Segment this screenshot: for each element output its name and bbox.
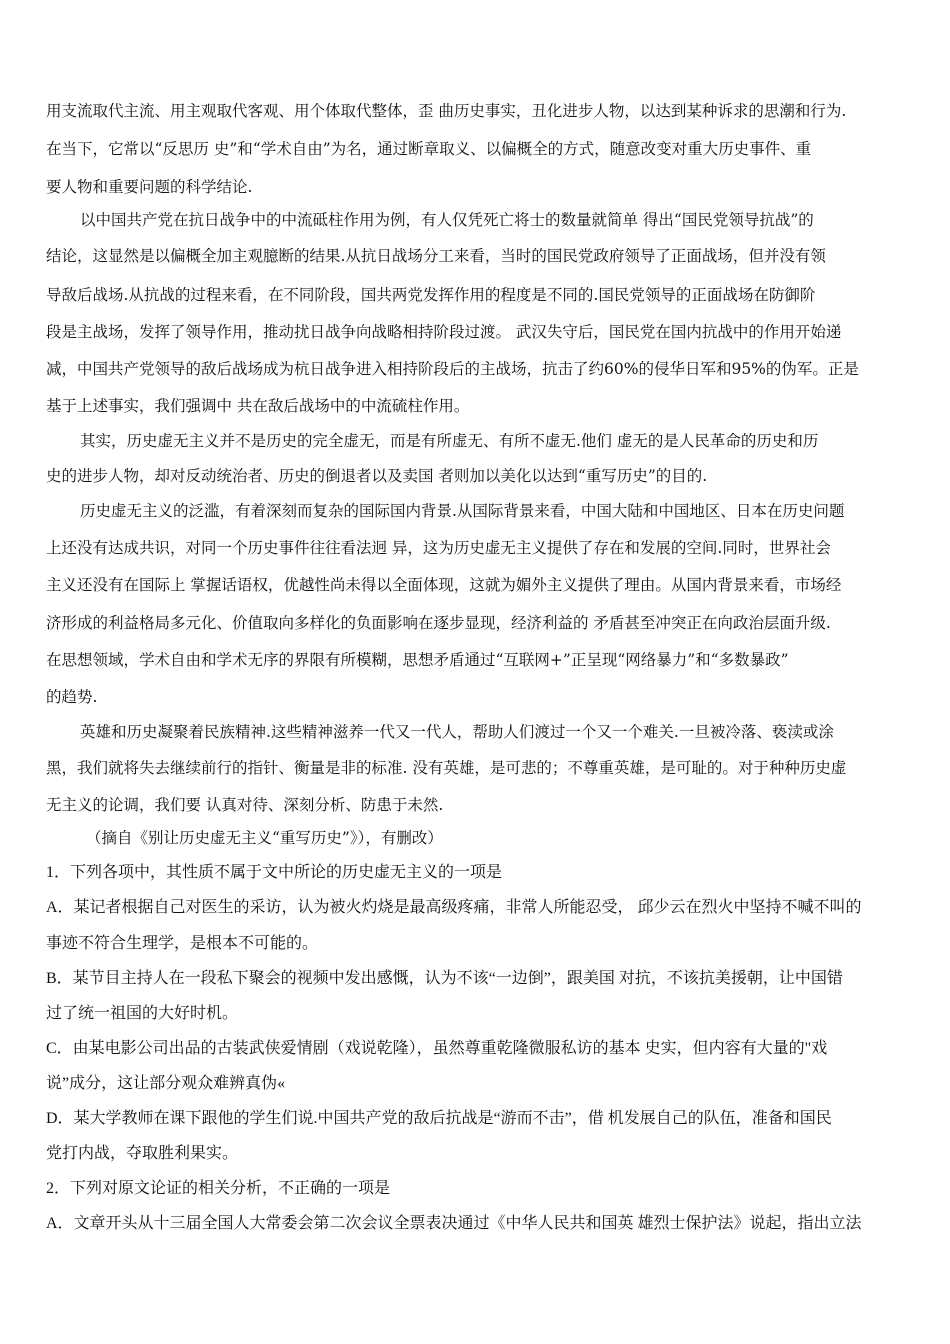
option-a-cont: 事迹不符合生理学，是根本不可能的。 <box>46 935 319 952</box>
text-line: 以中国共产党在抗日战争中的中流砥柱作用为例，有人仅凭死亡将士的数量就简单 得出“国民党领导抗战”的 <box>80 211 814 229</box>
text-line: 在思想领域，学术自由和学术无序的界限有所模糊，思想矛盾通过“互联网+”正呈现“网络暴力”和“多数暴政” <box>46 651 789 669</box>
text-line: 上还没有达成共识，对同一个历史事件往往看法迥 异，这为历史虚无主义提供了存在和发展的空间.同时，世界社会 <box>46 539 831 557</box>
text-line: 无主义的论调，我们要 认真对待、深刻分析、防患于未然. <box>46 796 444 814</box>
option-d-cont: 党打内战，夺取胜利果实。 <box>46 1145 239 1162</box>
text-line: 主义还没有在国际上 掌握话语权，优越性尚未得以全面体现，这就为媚外主义提供了理由。从国内背景来看，市场经 <box>46 576 842 594</box>
text-line: 基于上述事实，我们强调中 共在敌后战场中的中流硫柱作用。 <box>46 397 470 415</box>
source-citation: （摘自《别让历史虚无主义“重写历史”》），有删改） <box>86 829 443 847</box>
text-line: 历史虚无主义的泛滥，有着深刻而复杂的国际国内背景.从国际背景来看，中国大陆和中国地区、日本在历史问题 <box>80 502 845 520</box>
option-b-cont: 过了统一祖国的大好时机。 <box>46 1005 239 1022</box>
text-line: 的趋势. <box>46 688 98 706</box>
text-line: 段是主战场，发挥了领导作用，推动扰日战争向战略相持阶段过渡。 武汉失守后，国民党在国内抗战中的作用开始递 <box>46 323 842 341</box>
option-d: D．某大学教师在课下跟他的学生们说.中国共产党的敌后抗战是“游而不击”，借 机发展自己的队伍，准备和国民 <box>46 1110 832 1127</box>
question-1: 1．下列各项中，其性质不属于文中所论的历史虚无主义的一项是 <box>46 864 503 881</box>
option-b: B．某节目主持人在一段私下聚会的视频中发出感慨，认为不该“一边倒”，跟美国 对抗，不该抗美援朝，让中国错 <box>46 970 843 987</box>
text-line: 结论，这显然是以偏概全加主观臆断的结果.从抗日战场分工来看，当时的国民党政府领导了正面战场，但并没有领 <box>46 247 826 265</box>
text-line: 减，中国共产党领导的敌后战场成为杭日战争进入相持阶段后的主战场，抗击了约60%的侵华日军和95%的伪军。正是 <box>46 360 859 378</box>
option-c: C．由某电影公司出品的古装武侠爱情剧（戏说乾隆），虽然尊重乾隆微服私访的基本 史实，但内容有大量的"戏 <box>46 1040 828 1057</box>
text-line: 在当下，它常以“反思历 史”和“学术自由”为名，通过断章取义、以偏概全的方式，随意改变对重大历史事件、重 <box>46 140 812 158</box>
option-c-cont: 说”成分，这让部分观众难辨真伪« <box>46 1075 286 1092</box>
option-a: A．文章开头从十三届全国人大常委会第二次会议全票表决通过《中华人民共和国英 雄烈士保护法》说起，指出立法 <box>46 1215 862 1232</box>
text-line: 济形成的利益格局多元化、价值取向多样化的负面影响在逐步显现，经济利益的 矛盾甚至冲突正在向政治层面升级. <box>46 614 831 632</box>
text-line: 英雄和历史凝聚着民族精神.这些精神滋养一代又一代人，帮助人们渡过一个又一个难关.一旦被冷落、亵渎或涂 <box>80 723 834 741</box>
text-line: 其实，历史虚无主义并不是历史的完全虚无，而是有所虚无、有所不虚无.他们 虚无的是人民革命的历史和历 <box>80 432 819 450</box>
question-2: 2．下列对原文论证的相关分析，不正确的一项是 <box>46 1180 391 1197</box>
text-line: 黑，我们就将失去继续前行的指针、衡量是非的标准. 没有英雄，是可悲的；不尊重英雄，是可耻的。对于种种历史虚 <box>46 759 847 777</box>
text-line: 导敌后战场.从抗战的过程来看，在不同阶段，国共两党发挥作用的程度是不同的.国民党领导的正面战场在防御阶 <box>46 286 816 304</box>
text-line: 用支流取代主流、用主观取代客观、用个体取代整体，歪 曲历史事实，丑化进步人物，以达到某种诉求的思潮和行为. <box>46 102 847 120</box>
text-line: 要人物和重要问题的科学结论. <box>46 178 253 196</box>
text-line: 史的进步人物，却对反动统治者、历史的倒退者以及卖国 者则加以美化以达到“重写历史”的目的. <box>46 467 708 485</box>
option-a: A．某记者根据自己对医生的采访，认为被火灼烧是最高级疼痛，非常人所能忍受， 邱少云在烈火中坚持不喊不叫的 <box>46 899 862 916</box>
